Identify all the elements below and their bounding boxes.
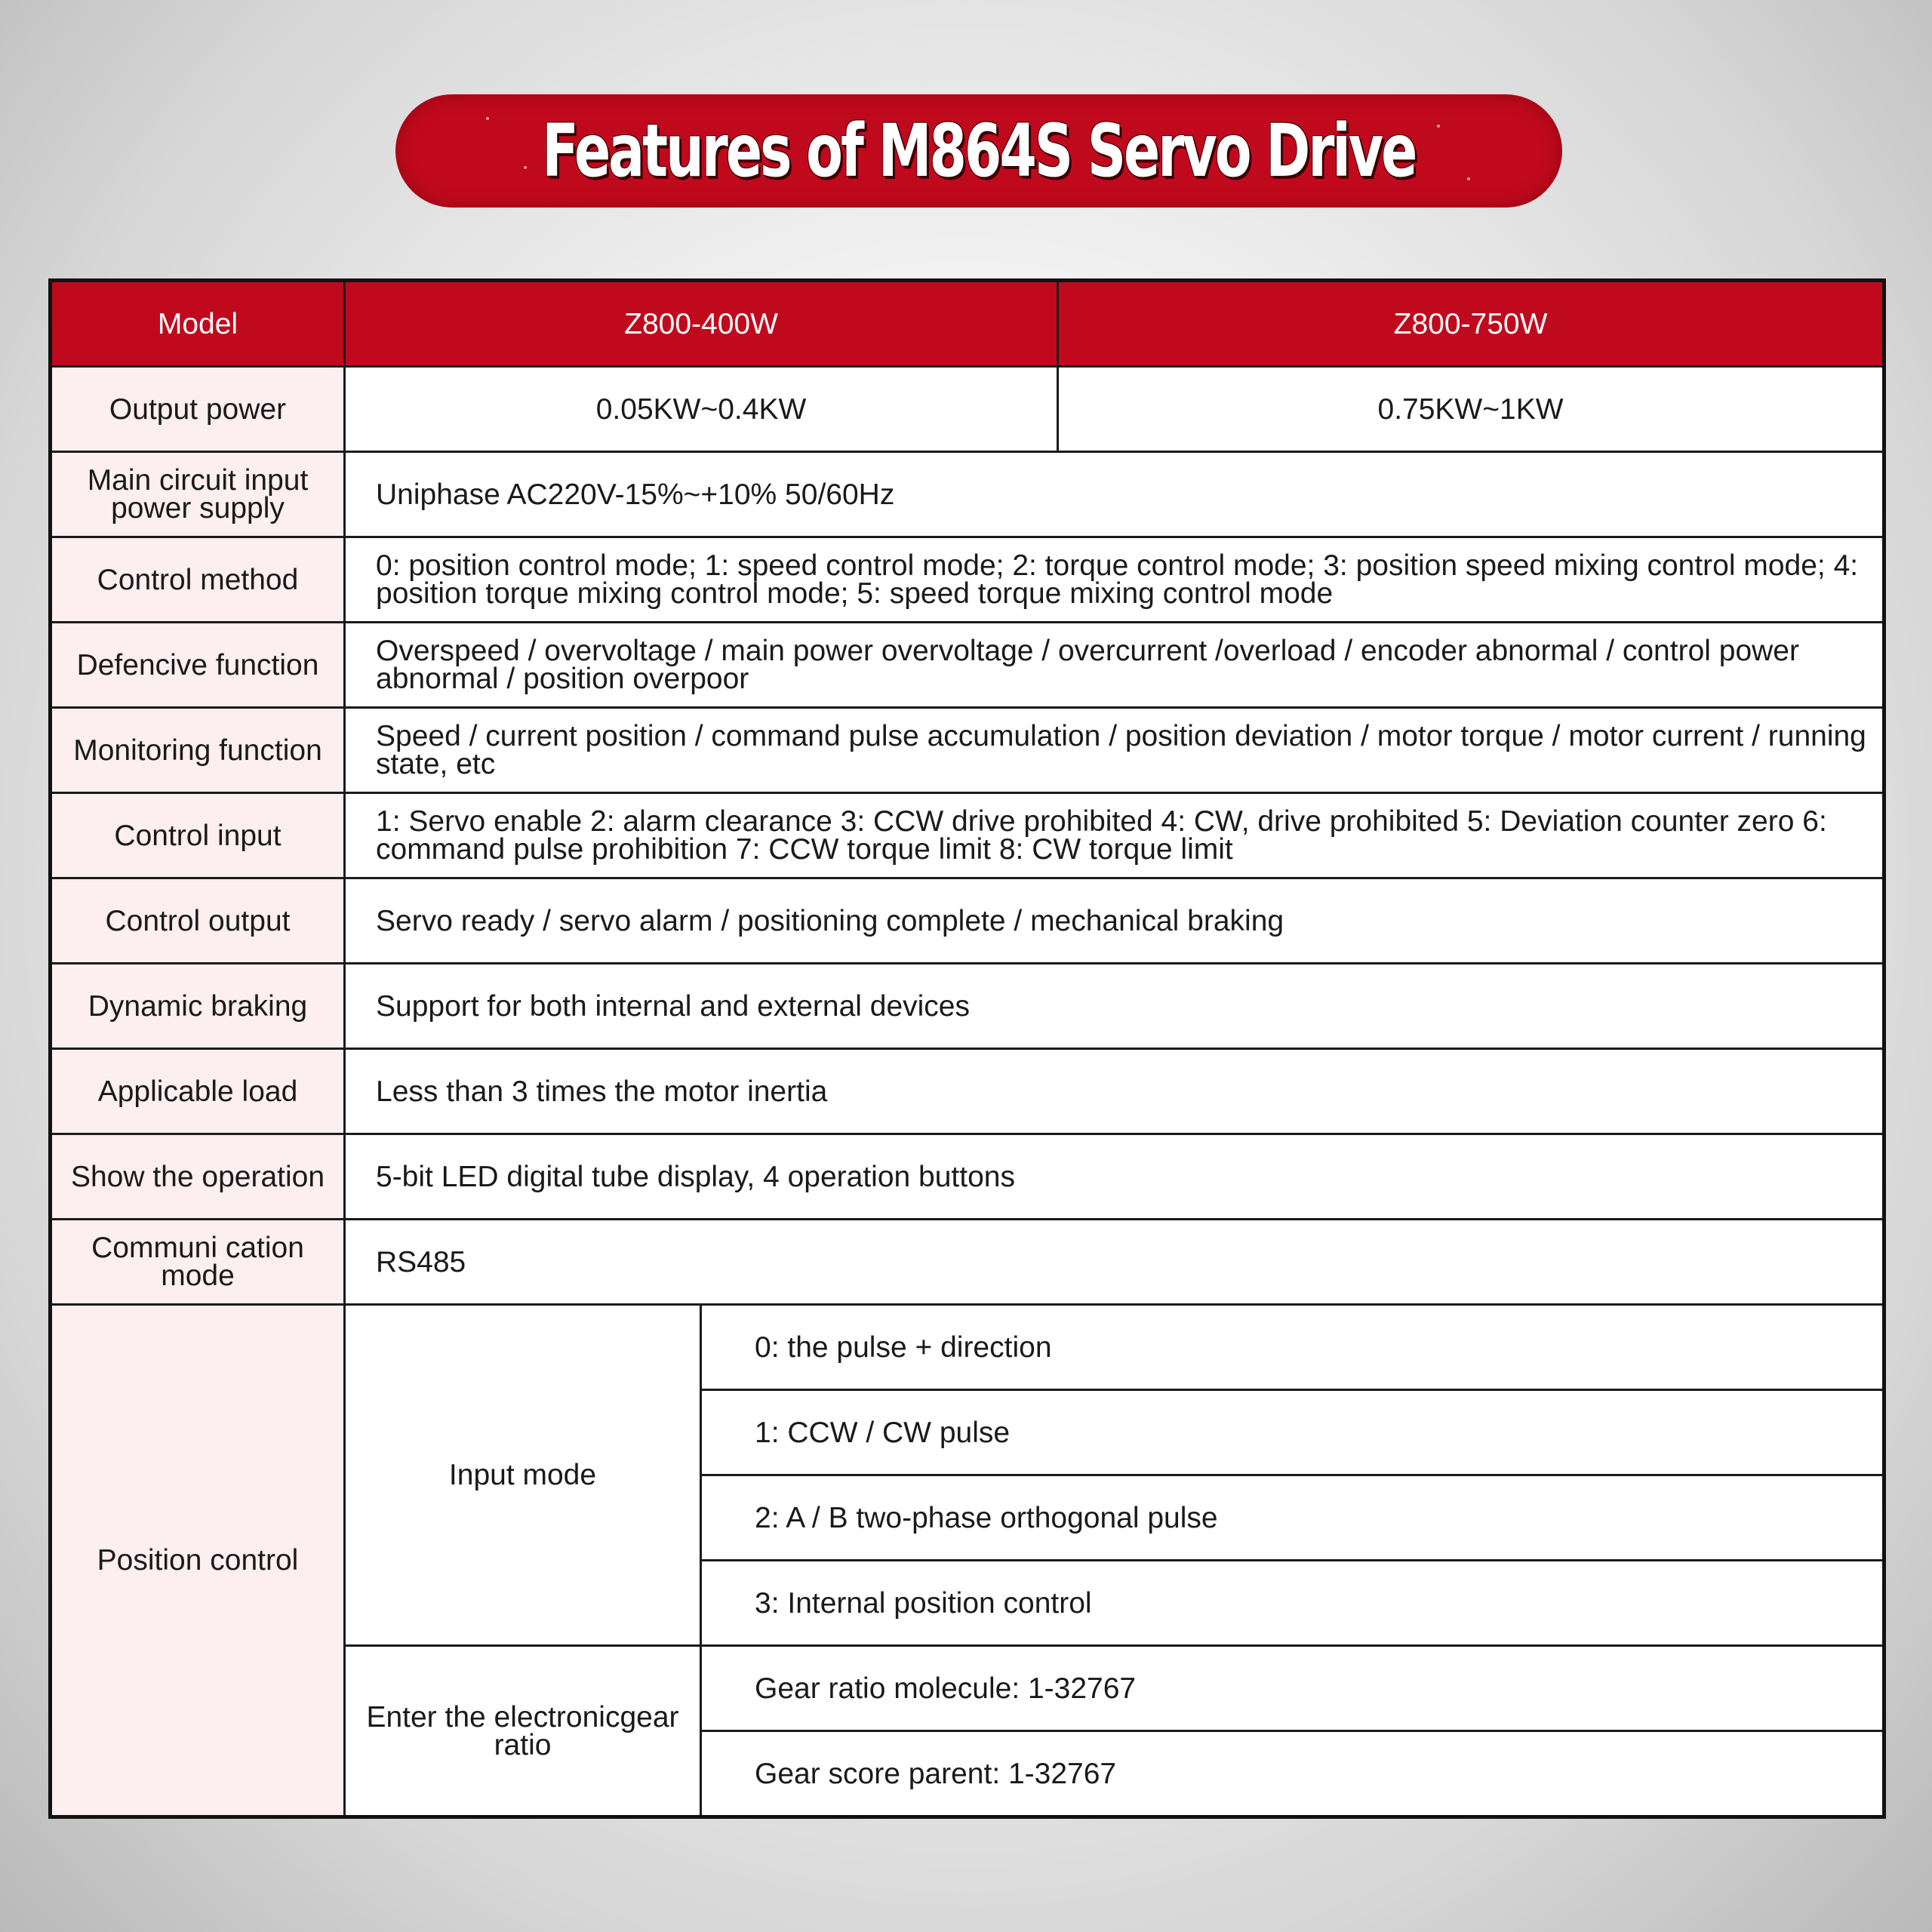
spec-value: Overspeed / overvoltage / main power overvoltage / overcurrent /overload / encoder abnormal / control power abnormal / position overpoor: [345, 623, 1884, 708]
spec-value: Uniphase AC220V-15%~+10% 50/60Hz: [345, 452, 1884, 537]
spec-value: Less than 3 times the motor inertia: [345, 1049, 1884, 1134]
position-control-row: [51, 1305, 1884, 1390]
spec-row: [51, 964, 1884, 1049]
output-power-a: 0.05KW~0.4KW: [345, 367, 1058, 452]
spec-row: [51, 452, 1884, 537]
gear-ratio-label: Enter the electronicgear ratio: [345, 1646, 701, 1817]
spec-row: [51, 1220, 1884, 1305]
input-mode-label: Input mode: [345, 1305, 701, 1646]
spec-label: Communi cation mode: [51, 1220, 345, 1305]
input-mode-option: 0: the pulse + direction: [701, 1305, 1884, 1390]
spec-label: Monitoring function: [51, 708, 345, 793]
model-header: Model: [51, 281, 345, 367]
spec-row: [51, 1049, 1884, 1134]
spec-label: Applicable load: [51, 1049, 345, 1134]
input-mode-option: 2: A / B two-phase orthogonal pulse: [701, 1475, 1884, 1561]
spec-row: [51, 623, 1884, 708]
position-control-label: Position control: [51, 1305, 345, 1817]
spec-label: Control input: [51, 793, 345, 878]
spec-label: Show the operation: [51, 1134, 345, 1220]
spec-value: 1: Servo enable 2: alarm clearance 3: CCW drive prohibited 4: CW, drive prohibited 5: Deviation counter zero 6: command pulse prohibition 7: CCW torque limit 8: CW torque limit: [345, 793, 1884, 878]
spec-row: [51, 708, 1884, 793]
gear-ratio-option: Gear score parent: 1-32767: [701, 1731, 1884, 1817]
model-a-header: Z800-400W: [345, 281, 1058, 367]
spec-label: Dynamic braking: [51, 964, 345, 1049]
spec-label: Control output: [51, 878, 345, 964]
spec-row: [51, 537, 1884, 623]
spec-row: [51, 878, 1884, 964]
spec-table: [48, 278, 1886, 1819]
output-power-b: 0.75KW~1KW: [1058, 367, 1884, 452]
spec-value: Servo ready / servo alarm / positioning complete / mechanical braking: [345, 878, 1884, 964]
spec-value: Support for both internal and external devices: [345, 964, 1884, 1049]
spec-value: Speed / current position / command pulse accumulation / position deviation / motor torque / motor current / running state, etc: [345, 708, 1884, 793]
input-mode-option: 3: Internal position control: [701, 1561, 1884, 1646]
input-mode-option: 1: CCW / CW pulse: [701, 1390, 1884, 1475]
gear-ratio-option: Gear ratio molecule: 1-32767: [701, 1646, 1884, 1731]
output-power-label: Output power: [51, 367, 345, 452]
spec-label: Defencive function: [51, 623, 345, 708]
title-banner: [395, 94, 1562, 208]
spec-row: [51, 1134, 1884, 1220]
spec-value: 0: position control mode; 1: speed control mode; 2: torque control mode; 3: position speed mixing control mode; 4: position torque mixing control mode; 5: speed torque mixing control mode: [345, 537, 1884, 623]
spec-label: Control method: [51, 537, 345, 623]
header-row: [51, 281, 1884, 367]
output-power-row: [51, 367, 1884, 452]
model-b-header: Z800-750W: [1058, 281, 1884, 367]
page-title: Features of M864S Servo Drive: [542, 109, 1416, 193]
spec-value: RS485: [345, 1220, 1884, 1305]
spec-label: Main circuit input power supply: [51, 452, 345, 537]
spec-row: [51, 793, 1884, 878]
spec-value: 5-bit LED digital tube display, 4 operation buttons: [345, 1134, 1884, 1220]
